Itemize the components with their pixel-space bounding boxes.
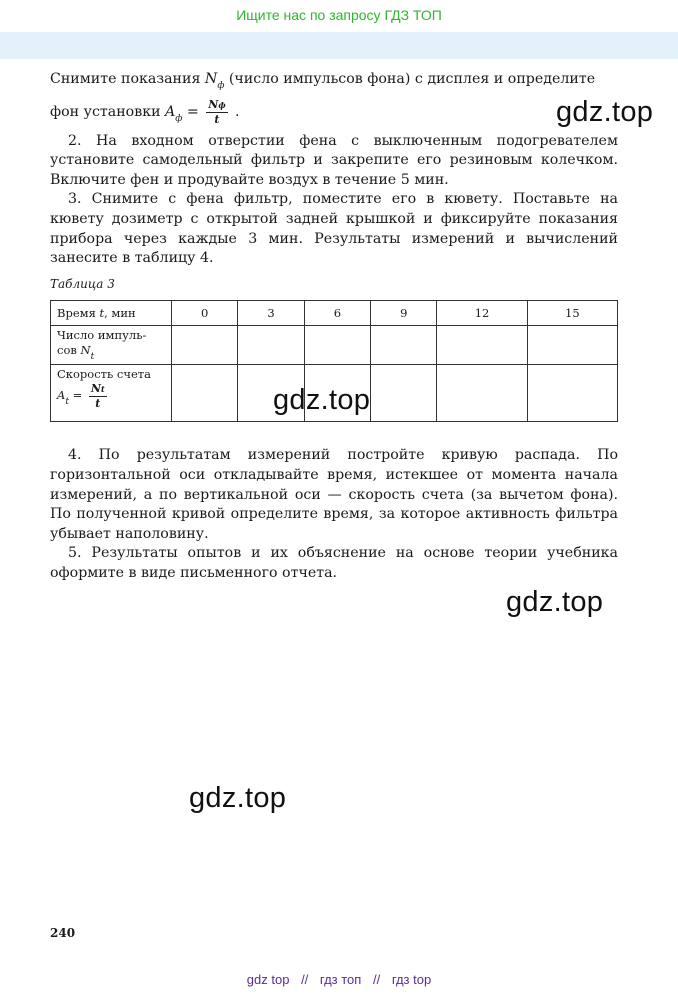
empty-cell xyxy=(437,326,527,365)
empty-cell xyxy=(371,365,437,422)
empty-cell xyxy=(238,326,304,365)
variable-a: A xyxy=(165,103,176,120)
numerator-var: N xyxy=(90,382,101,396)
paragraph-background-reading xyxy=(50,70,618,92)
variable-t: t xyxy=(99,305,105,320)
numerator-var: N xyxy=(208,97,219,111)
empty-cell xyxy=(371,326,437,365)
watermark: gdz.top xyxy=(273,384,371,416)
footer-separator: // xyxy=(372,972,381,987)
variable-n: N xyxy=(80,343,91,358)
table-caption: Таблица 3 xyxy=(50,276,115,291)
page-number: 240 xyxy=(50,926,76,940)
time-cell: 12 xyxy=(437,301,527,326)
empty-cell xyxy=(437,365,527,422)
fraction-denominator: t xyxy=(95,397,101,411)
fraction-numerator xyxy=(206,98,227,113)
time-cell: 9 xyxy=(371,301,437,326)
time-cell: 6 xyxy=(304,301,370,326)
cell-text: Время xyxy=(57,305,100,320)
fraction xyxy=(206,98,227,126)
subscript: ф xyxy=(217,81,225,91)
variable-a: A xyxy=(57,388,66,403)
fraction-numerator xyxy=(89,382,107,397)
subscript: ф xyxy=(175,113,183,124)
paragraph-background-formula xyxy=(50,98,618,126)
empty-cell xyxy=(527,326,617,365)
paragraph-step-3: 3. Снимите с фена фильтр, поместите его в кювету. Поставьте на кювету дозиметр с открытой задней крышкой и фиксируйте показания прибора через каждые 3 мин. Результаты измерений и вычислений занесите в таблицу 4. xyxy=(50,191,618,267)
footer-separator: // xyxy=(301,972,309,987)
table-header-cell xyxy=(51,365,172,422)
subscript: t xyxy=(90,352,95,363)
watermark: gdz.top xyxy=(506,586,604,618)
top-banner xyxy=(0,0,678,32)
fraction xyxy=(89,382,107,410)
cell-text: Скорость счета xyxy=(57,367,151,382)
time-cell: 3 xyxy=(238,301,304,326)
watermark: gdz.top xyxy=(556,96,654,128)
header-band xyxy=(0,32,678,59)
empty-cell xyxy=(304,326,370,365)
table-row xyxy=(51,301,618,326)
paragraph-step-2: 2. На входном отверстии фена с выключенным подогревателем установите самодельный фильтр и закрепите его резиновым колечком. Включите фен и продувайте воздух в течение 5 мин. xyxy=(50,132,618,188)
equals-sign: = xyxy=(68,388,86,403)
paragraph-step-5: 5. Результаты опытов и их объяснение на основе теории учебника оформите в виде письменного отчета. xyxy=(50,545,618,581)
table-header-cell xyxy=(51,326,172,365)
fraction-denominator: t xyxy=(214,112,220,126)
cell-text: , мин xyxy=(104,305,136,320)
time-cell: 15 xyxy=(527,301,617,326)
empty-cell xyxy=(172,365,238,422)
search-hint-link[interactable]: Ищите нас по запросу ГДЗ ТОП xyxy=(236,7,442,23)
empty-cell xyxy=(172,326,238,365)
text-fragment: фон установки xyxy=(50,103,166,120)
text-fragment: . xyxy=(230,103,240,120)
footer-links xyxy=(0,972,678,987)
text-fragment: Снимите показания xyxy=(50,71,205,87)
footer-link[interactable]: gdz top xyxy=(246,972,290,987)
numerator-subscript: ф xyxy=(218,99,226,110)
cell-text: сов xyxy=(57,343,81,358)
cell-text: Число импуль- xyxy=(57,328,147,343)
empty-cell xyxy=(527,365,617,422)
footer-link[interactable]: гдз top xyxy=(391,972,432,987)
subscript: t xyxy=(65,397,69,408)
watermark: gdz.top xyxy=(189,782,287,814)
footer-link[interactable]: гдз топ xyxy=(319,972,362,987)
table-header-cell xyxy=(51,301,172,326)
table-row xyxy=(51,326,618,365)
equals-sign: = xyxy=(182,103,204,120)
variable-n: N xyxy=(204,71,218,87)
numerator-subscript: t xyxy=(100,384,105,395)
paragraph-step-4: 4. По результатам измерений постройте кривую распада. По горизонтальной оси откладывайте время, истекшее от момента начала измерений, а по вертикальной оси — скорость счета (за вычетом фона). По полученной кривой определите время, за которое активность фильтра убывает наполовину. xyxy=(50,447,618,542)
text-fragment: (число импульсов фона) с дисплея и определите xyxy=(224,71,596,87)
time-cell: 0 xyxy=(172,301,238,326)
page-content xyxy=(50,70,618,584)
